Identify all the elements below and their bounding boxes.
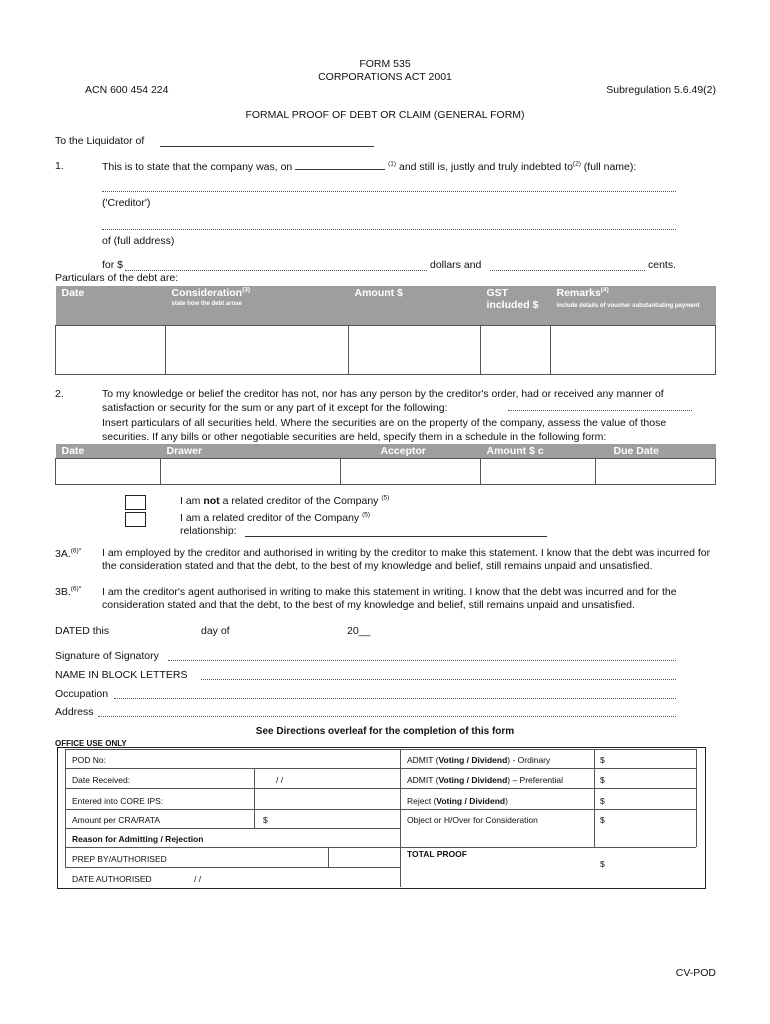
- dollars-field[interactable]: [125, 270, 427, 271]
- acceptor-header: Acceptor: [341, 444, 481, 459]
- admit-preferential-label: ADMIT (Voting / Dividend) – Preferential: [407, 775, 564, 785]
- securities-date-header: Date: [56, 444, 161, 459]
- acceptor-cell[interactable]: [341, 459, 481, 485]
- creditor-name-field[interactable]: [102, 191, 676, 192]
- date-received-slashes: / /: [276, 775, 284, 785]
- securities-table-row: [56, 459, 716, 485]
- securities-date-cell[interactable]: [56, 459, 161, 485]
- remarks-cell[interactable]: [551, 325, 716, 374]
- section-1-number: 1.: [55, 160, 64, 172]
- section-2-text-a: To my knowledge or belief the creditor has not, nor has any person by the creditor's order, had or received any manner of satisfaction or security for the sum or any part of it except for the following:: [102, 388, 664, 414]
- object-label: Object or H/Over for Consideration: [407, 815, 538, 825]
- date-received-label: Date Received:: [72, 775, 131, 785]
- amount-header: Amount $: [349, 286, 481, 325]
- subregulation: Subregulation 5.6.49(2): [606, 84, 716, 96]
- debt-table-row: [56, 325, 716, 374]
- creditor-label: ('Creditor'): [102, 197, 151, 209]
- amount-cell[interactable]: [349, 325, 481, 374]
- securities-table-header: [56, 444, 716, 459]
- occupation-label: Occupation: [55, 688, 109, 700]
- creditor-address-field[interactable]: [102, 229, 676, 230]
- form-code: CV-POD: [675, 967, 716, 979]
- name-field[interactable]: [201, 679, 676, 680]
- gst-cell[interactable]: [481, 325, 551, 374]
- act-name: CORPORATIONS ACT 2001: [318, 71, 452, 83]
- section-3a-number: 3A.$^{(6)*}$: [55, 547, 82, 560]
- form-number: FORM 535: [359, 58, 411, 70]
- signature-label: Signature of Signatory: [55, 650, 159, 662]
- drawer-header: Drawer: [161, 444, 341, 459]
- office-use-heading: OFFICE USE ONLY: [55, 739, 127, 748]
- section-1-line: [102, 160, 636, 173]
- address-signatory-label: Address: [55, 706, 94, 718]
- gst-header: GST included $: [481, 286, 551, 325]
- remarks-note: include details of voucher substantiating payment: [556, 303, 700, 309]
- drawer-cell[interactable]: [161, 459, 341, 485]
- debt-table: [55, 286, 716, 375]
- occupation-field[interactable]: [114, 698, 676, 699]
- date-owed-field[interactable]: [295, 160, 385, 170]
- section-1-text-c: (full name):: [583, 161, 637, 173]
- related-checkbox[interactable]: [125, 512, 146, 527]
- section-3a-text: I am employed by the creditor and authorised in writing by the creditor to make this statement. I know that the debt was incurred for the consideration stated and that the debt, to the best of my knowledge and belief, still remains unpaid and unsatisfied.: [102, 547, 711, 572]
- particulars-label: Particulars of the debt are:: [55, 272, 179, 284]
- name-label: NAME IN BLOCK LETTERS: [55, 669, 188, 681]
- date-authorised-slashes: / /: [194, 874, 202, 884]
- debt-date-cell[interactable]: [56, 325, 166, 374]
- section-1-text-b: and still is, justly and truly indebted to: [398, 161, 573, 173]
- due-date-cell[interactable]: [596, 459, 716, 485]
- day-of-label: day of: [201, 625, 230, 637]
- prep-label: PREP BY/AUTHORISED: [72, 854, 167, 864]
- date-authorised-label: DATE AUTHORISED: [72, 874, 152, 884]
- debt-date-header: Date: [56, 286, 166, 325]
- relationship-label: relationship:: [180, 525, 237, 537]
- section-2-number: 2.: [55, 388, 64, 400]
- total-proof-label: TOTAL PROOF: [407, 849, 467, 859]
- to-liquidator-label: To the Liquidator of: [55, 135, 145, 147]
- section-2-text-b: Insert particulars of all securities held. Where the securities are on the property of the company, assess the value of those securities. If any bills or other negotiable securities are held, specify them in a schedule in the following form:: [102, 417, 667, 443]
- footnote-2: (2): [572, 160, 581, 168]
- securities-table: [55, 444, 716, 485]
- debt-table-header: [56, 286, 716, 325]
- directions-note: See Directions overleaf for the completion of this form: [255, 726, 515, 737]
- address-signatory-field[interactable]: [98, 716, 676, 717]
- dated-this-label: DATED this: [55, 625, 110, 637]
- preferential-dollar: $: [600, 775, 605, 785]
- entered-core-label: Entered into CORE IPS:: [72, 796, 164, 806]
- footnote-1: (1): [388, 160, 397, 168]
- section-3b-text: I am the creditor's agent authorised in writing to make this statement in writing. I know that the debt was incurred and for the consideration stated and that the debt, to the best of my knowledge and belief, still remains unpaid and unsatisfied.: [102, 586, 677, 611]
- consideration-cell[interactable]: [166, 325, 349, 374]
- liquidator-field[interactable]: [160, 146, 374, 147]
- reason-label: Reason for Admitting / Rejection: [72, 834, 204, 844]
- reject-label: Reject (Voting / Dividend): [407, 796, 508, 806]
- address-label: of (full address): [102, 235, 175, 247]
- ordinary-dollar: $: [600, 755, 605, 765]
- for-label: for $: [102, 259, 124, 271]
- not-related-label: I am not a related creditor of the Company $^{(5)}$: [180, 494, 390, 507]
- securities-amount-header: Amount $ c: [481, 444, 596, 459]
- office-use-box: [57, 747, 706, 889]
- signature-field[interactable]: [168, 660, 676, 661]
- amount-per-dollar: $: [263, 815, 268, 825]
- year-label: 20__: [347, 625, 371, 637]
- securities-amount-cell[interactable]: [481, 459, 596, 485]
- remarks-header: Remarks$^{(4)}$ include details of voucher substantiating payment: [551, 286, 716, 325]
- consideration-note: state how the debt arose: [171, 301, 242, 307]
- related-label: I am a related creditor of the Company $^{(5)}$: [180, 511, 371, 524]
- due-date-header: Due Date: [596, 444, 716, 459]
- consideration-header: Consideration$^{(3)}$ state how the debt arose: [166, 286, 349, 325]
- admit-ordinary-label: ADMIT (Voting / Dividend) - Ordinary: [407, 755, 551, 765]
- satisfaction-field[interactable]: [508, 410, 692, 411]
- dollars-label: dollars and: [430, 259, 482, 271]
- section-3b-number: 3B.$^{(6)*}$: [55, 585, 82, 598]
- reject-dollar: $: [600, 796, 605, 806]
- section-1-text-a: This is to state that the company was, on: [102, 161, 293, 173]
- cents-label: cents.: [648, 259, 677, 271]
- relationship-field[interactable]: [245, 536, 547, 537]
- page-title: FORMAL PROOF OF DEBT OR CLAIM (GENERAL FORM): [245, 109, 525, 121]
- cents-field[interactable]: [490, 270, 645, 271]
- amount-per-label: Amount per CRA/RATA: [72, 815, 161, 825]
- total-proof-dollar: $: [600, 859, 605, 869]
- acn: ACN 600 454 224: [85, 84, 169, 96]
- pod-no-label: POD No:: [72, 755, 107, 765]
- not-related-checkbox[interactable]: [125, 495, 146, 510]
- object-dollar: $: [600, 815, 605, 825]
